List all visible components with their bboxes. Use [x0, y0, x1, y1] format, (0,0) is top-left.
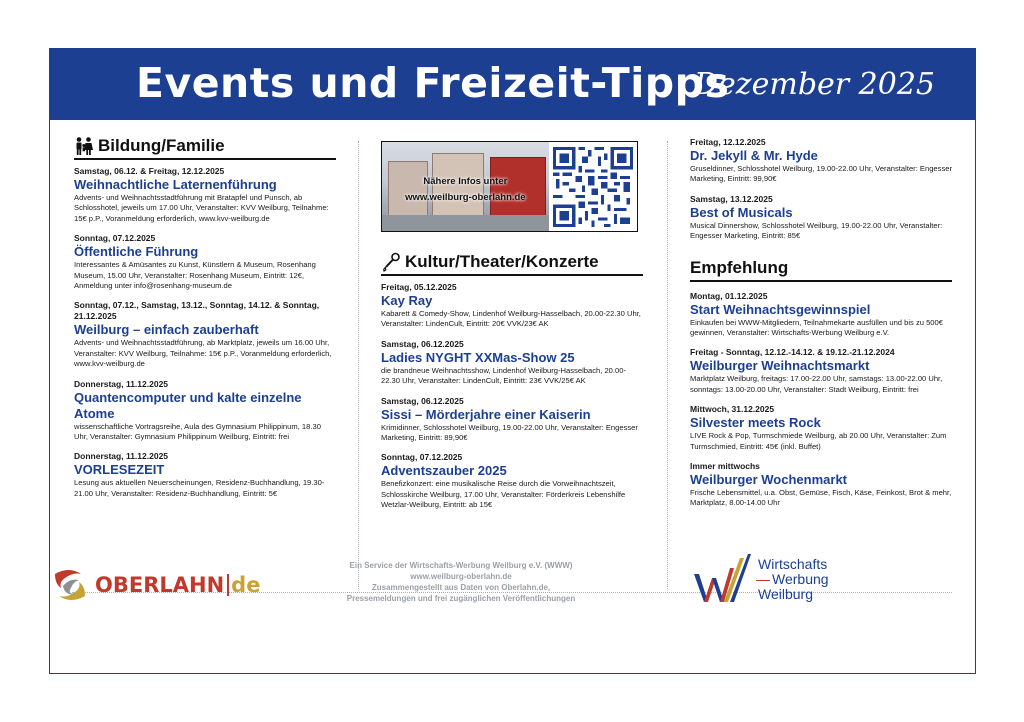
column-divider	[358, 141, 359, 589]
microphone-icon	[381, 252, 401, 272]
event-name: Best of Musicals	[690, 204, 793, 220]
event-item	[74, 300, 336, 369]
event-date: Samstag, 13.12.2025	[690, 193, 773, 204]
event-description: Kabarett & Comedy-Show, Lindenhof Weilburg-Hasselbach, 20.00-22.30 Uhr, Veranstalter: LindenCult, Eintritt: 20€ VVK/23€ AK	[381, 309, 641, 329]
event-description: Advents- und Weihnachtsstadtführung, ab Marktplatz, jeweils um 16.00 Uhr, Veranstalter: KVV Weilburg, Teilnahme: 15€ p.P., Voranmeldung erforderlich, www.kvv-weilburg.de	[74, 338, 332, 369]
column-kultur	[381, 252, 643, 520]
event-date: Sonntag, 07.12.2025	[74, 233, 156, 244]
event-name: Silvester meets Rock	[690, 415, 821, 431]
event-name: Sissi – Mörderjahre einer Kaiserin	[381, 406, 591, 422]
event-item	[690, 194, 952, 242]
event-name: VORLESEZEIT	[74, 462, 165, 478]
event-date: Montag, 01.12.2025	[690, 290, 768, 301]
www-logo-line: Weilburg	[758, 585, 813, 602]
footer-link[interactable]: www.weilburg-oberlahn.de	[410, 572, 512, 581]
event-name: Kay Ray	[381, 293, 433, 308]
event-date: Freitag, 12.12.2025	[690, 137, 766, 147]
event-description: Frische Lebensmittel, u.a. Obst, Gemüse, Fisch, Käse, Feinkost, Brot & mehr, Marktplatz, 8.00-14.00 Uhr	[690, 488, 952, 508]
event-description: LIVE Rock & Pop, Turmschmiede Weilburg, ab 20.00 Uhr, Veranstalter: Zum Turmschmied, Eintritt: 45€ (inkl. Buffet)	[690, 431, 947, 451]
section-title: Empfehlung	[690, 257, 789, 277]
event-description: die brandneue Weihnachtsshow, Lindenhof Weilburg-Hasselbach, 20.00-22.30 Uhr, Veranstalter: LindenCult, Eintritt: 23€ VVK/25€ AK	[381, 365, 626, 386]
page-subtitle: Dezember 2025	[694, 67, 935, 102]
event-date: Samstag, 06.12.2025	[381, 338, 464, 349]
column-divider	[667, 141, 668, 589]
www-logo-icon	[690, 552, 752, 606]
header-banner	[50, 49, 975, 120]
oberlahn-logo[interactable]	[49, 564, 260, 606]
event-date: Freitag - Sonntag, 12.12.-14.12. & 19.12.-21.12.2024	[690, 347, 895, 358]
event-item	[74, 379, 336, 443]
event-description: Lesung aus aktuellen Neuerscheinungen, Residenz-Buchhandlung, 19.30-21.00 Uhr, Veranstalter: Residenz-Buchhandlung, Eintritt: 5€	[74, 478, 325, 498]
footer-credits	[330, 560, 592, 604]
event-item	[690, 347, 952, 395]
info-text-url[interactable]: www.weilburg-oberlahn.de	[405, 192, 526, 203]
event-item	[74, 451, 336, 499]
event-item	[690, 137, 952, 185]
oberlahn-logo-suffix: de	[231, 573, 261, 597]
event-item	[690, 404, 952, 452]
event-item	[381, 452, 643, 510]
event-date: Sonntag, 07.12., Samstag, 13.12., Sonntag, 14.12. & Sonntag, 21.12.2025	[74, 300, 320, 322]
ground-shape	[382, 215, 549, 231]
event-date: Donnerstag, 11.12.2025	[74, 451, 169, 462]
event-description: Gruseldinner, Schlosshotel Weilburg, 19.00-22.00 Uhr, Veranstalter: Engesser Marketing, Eintritt: 99,90€	[690, 164, 952, 184]
event-description: Benefizkonzert: eine musikalische Reise durch die Vorweihnachtszeit, Schlosskirche Weilburg, 17.00 Uhr, Veranstalter: Förderkreis Lebenshilfe Wetzlar-Weilburg, Eintritt: ab 15€	[381, 479, 626, 510]
section-heading-kultur	[381, 252, 643, 276]
column-right	[690, 137, 952, 518]
event-name: Weilburger Weihnachtsmarkt	[690, 358, 870, 374]
event-item	[690, 291, 952, 339]
info-text-line1: Nähere Infos unter	[423, 176, 508, 187]
www-logo-line: Wirtschafts	[758, 555, 828, 572]
oberlahn-logo-word: OBERLAHN	[95, 573, 225, 597]
event-description: Einkaufen bei WWW-Mitgliedern, Teilnahmekarte ausfüllen und bis zu 500€ gewinnen, Veranstalter: Wirtschafts-Werbung Weilburg e.V.	[690, 317, 943, 338]
section-title: Kultur/Theater/Konzerte	[405, 252, 599, 271]
event-name: Start Weihnachtsgewinnspiel	[690, 301, 871, 317]
section-heading-empfehlung	[690, 258, 952, 282]
event-date: Donnerstag, 11.12.2025	[74, 378, 169, 389]
event-name: Ladies NYGHT XXMas-Show 25	[381, 349, 575, 365]
footer-line: Pressemeldungen und frei zugänglichen Veröffentlichungen	[346, 594, 576, 603]
event-date: Mittwoch, 31.12.2025	[690, 404, 775, 415]
event-date: Immer mittwochs	[690, 461, 760, 472]
weilburg-photo	[382, 142, 549, 231]
event-name: Öffentliche Führung	[74, 244, 199, 260]
event-description: Krimidinner, Schlosshotel Weilburg, 19.00-22.00 Uhr, Veranstalter: Engesser Marketing, Eintritt: 89,90€	[381, 422, 638, 443]
info-box[interactable]	[381, 141, 638, 232]
event-name: Weilburg – einfach zauberhaft	[74, 322, 259, 338]
www-logo-line: Werbung	[758, 572, 829, 587]
event-item	[381, 282, 643, 330]
www-logo-text	[758, 557, 829, 602]
event-date: Samstag, 06.12.2025	[381, 395, 464, 406]
event-name: Weihnachtliche Laternenführung	[74, 177, 277, 192]
qr-code-icon[interactable]	[549, 142, 637, 231]
event-date: Freitag, 05.12.2025	[381, 282, 457, 292]
event-description: Musical Dinnershow, Schlosshotel Weilburg, 19.00-22.00 Uhr, Veranstalter: Engesser Marketing, Eintritt: 85€	[690, 220, 943, 241]
event-item	[381, 339, 643, 387]
event-date: Sonntag, 07.12.2025	[381, 452, 463, 463]
info-text	[382, 174, 549, 206]
footer-line: Ein Service der Wirtschafts-Werbung Weilburg e.V. (WWW)	[349, 561, 573, 570]
event-name: Adventszauber 2025	[381, 463, 507, 479]
section-title: Bildung/Familie	[98, 136, 225, 155]
family-icon	[74, 136, 94, 156]
section-heading-bildung	[74, 136, 336, 160]
event-description: Advents- und Weihnachtsstadtführung mit Bratapfel und Punsch, ab Schlosshotel, jeweils um 17.00 Uhr, Veranstalter: KVV Weilburg, Teilnahme: 15€ p.P., Voranmeldung erforderlich, www.kvv-weilburg.de	[74, 193, 329, 223]
event-description: wissenschaftliche Vortragsreihe, Aula des Gymnasium Philippinum, 18.30 Uhr, Veranstalter: Gymnasium Philippinum Weilburg, Eintritt: frei	[74, 421, 321, 442]
event-item	[74, 233, 336, 291]
page-title: Events und Freizeit-Tipps	[136, 59, 730, 107]
event-description: Interessantes & Amüsantes zu Kunst, Künstlern & Museum, Rosenhang Museum, 15.00 Uhr, Veranstalter: Rosenhang Museum, Eintritt: 12€, Anmeldung unter info@rosenhang-museum.de	[74, 260, 316, 291]
event-name: Quantencomputer und kalte einzelne Atome	[74, 389, 302, 421]
event-item	[690, 461, 952, 509]
column-bildung	[74, 136, 336, 508]
logo-separator	[227, 574, 229, 596]
event-name: Dr. Jekyll & Mr. Hyde	[690, 148, 818, 163]
www-logo[interactable]	[690, 552, 829, 606]
event-name: Weilburger Wochenmarkt	[690, 472, 847, 488]
footer-line: Zusammengestellt aus Daten von Oberlahn.de,	[371, 583, 551, 592]
event-date: Samstag, 06.12. & Freitag, 12.12.2025	[74, 166, 225, 176]
event-description: Marktplatz Weilburg, freitags: 17.00-22.00 Uhr, samstags: 13.00-22.00 Uhr, sonntags: 13.00-20.00 Uhr, Veranstalter: Stadt Weilburg, Eintritt: frei	[690, 374, 943, 394]
event-item	[381, 396, 643, 444]
event-item	[74, 166, 336, 224]
oberlahn-logo-icon	[49, 564, 91, 606]
